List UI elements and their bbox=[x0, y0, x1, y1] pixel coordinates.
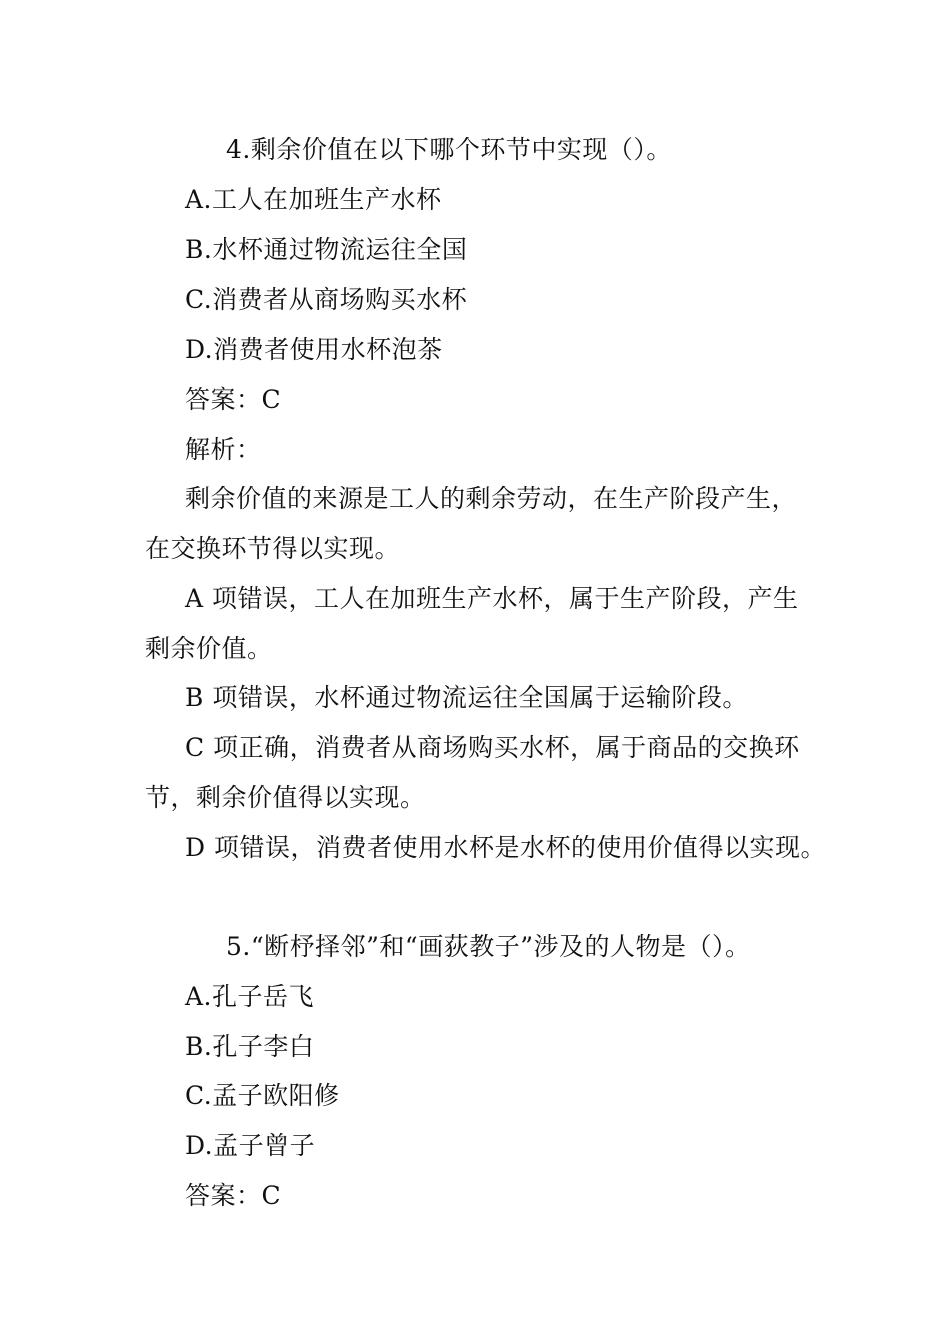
analysis-paragraph-2-line-2: 剩余价值。 bbox=[145, 634, 273, 663]
question-title: 4.剩余价值在以下哪个环节中实现（）。 bbox=[226, 135, 672, 164]
analysis-paragraph-1-line-2: 在交换环节得以实现。 bbox=[145, 534, 401, 563]
option-a: A.孔子岳飞 bbox=[185, 982, 315, 1011]
option-b: B.孔子李白 bbox=[185, 1032, 315, 1061]
analysis-paragraph-3: B 项错误，水杯通过物流运往全国属于运输阶段。 bbox=[185, 683, 748, 712]
analysis-paragraph-1-line-1: 剩余价值的来源是工人的剩余劳动，在生产阶段产生， bbox=[185, 484, 798, 513]
analysis-paragraph-4-line-1: C 项正确，消费者从商场购买水杯，属于商品的交换环 bbox=[185, 733, 800, 762]
option-b: B.水杯通过物流运往全国 bbox=[185, 235, 468, 264]
analysis-paragraph-5: D 项错误，消费者使用水杯是水杯的使用价值得以实现。 bbox=[185, 833, 826, 862]
analysis-paragraph-2-line-1: A 项错误，工人在加班生产水杯，属于生产阶段，产生 bbox=[185, 584, 799, 613]
analysis-label: 解析： bbox=[185, 435, 262, 464]
option-d: D.消费者使用水杯泡茶 bbox=[185, 335, 443, 364]
answer-line: 答案：C bbox=[185, 1181, 282, 1210]
option-a: A.工人在加班生产水杯 bbox=[185, 185, 442, 214]
option-c: C.消费者从商场购买水杯 bbox=[185, 285, 468, 314]
answer-line: 答案：C bbox=[185, 385, 282, 414]
option-c: C.孟子欧阳修 bbox=[185, 1081, 340, 1110]
option-d: D.孟子曾子 bbox=[185, 1131, 316, 1160]
analysis-paragraph-4-line-2: 节，剩余价值得以实现。 bbox=[145, 783, 426, 812]
question-title: 5.“断杼择邻”和“画荻教子”涉及的人物是（）。 bbox=[226, 932, 751, 961]
